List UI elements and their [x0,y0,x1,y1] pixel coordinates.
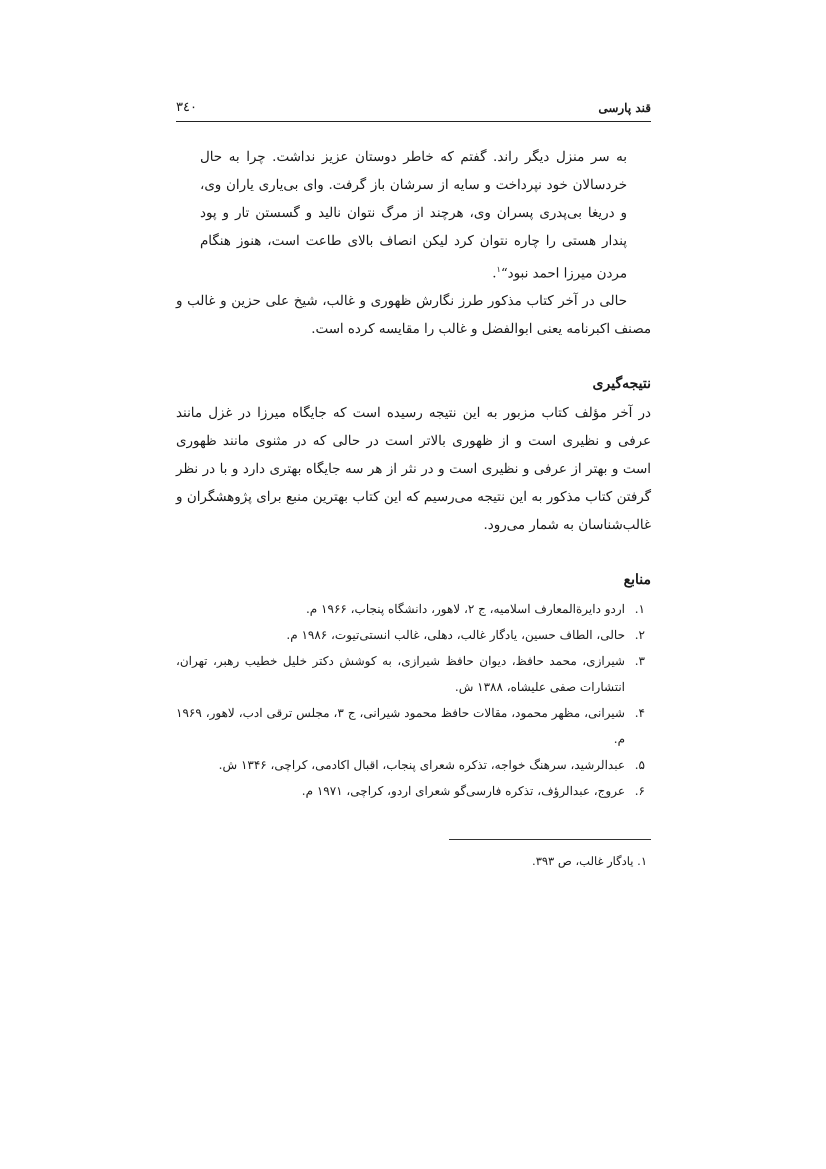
references-list [176,596,651,804]
reference-item [176,700,651,752]
footnote-text: یادگار غالب، ص ۳۹۳. [532,854,634,868]
reference-item [176,752,651,778]
page-number: ۳٤۰ [176,100,197,115]
footnote-number: ۱. [637,854,647,868]
running-header [176,100,651,122]
body-paragraph: حالی در آخر کتاب مذکور طرز نگارش ظهوری و غالب، شیخ علی حزین و غالب و مصنف اکبرنامه یعنی ابوالفضل و غالب را مقایسه کرده است. [176,294,651,338]
reference-number: ۵. [634,758,645,773]
footnote [176,852,651,870]
references-heading: منابع [623,572,651,589]
reference-number: ۳. [634,654,645,669]
reference-number: ۴. [634,706,645,721]
reference-number: ۶. [634,784,645,799]
conclusion-heading: نتیجه‌گیری [592,376,651,393]
footnote-marker[interactable]: ۱ [496,265,501,274]
journal-title: قند پارسی [598,101,651,115]
reference-text: شیرازی، محمد حافظ، دیوان حافظ شیرازی، به کوشش دکتر خلیل خطیب رهبر، تهران، انتشارات صفی علیشاه، ۱۳۸۸ ش. [176,654,625,695]
block-quote: به سر منزل دیگر راند. گفتم که خاطر دوستان عزیز نداشت. چرا به حال خردسالان خود نپرداخت و سایه از سرشان باز گرفت. وای بی‌یاری یاران وی، و دریغا بی‌پدری پسران وی، هرچند از مرگ نتوان نالید و گسستن تار و پود پندار هستی را چاره نتوان کرد لیکن انصاف بالای طاعت است، هنوز هنگام مردن میرزا احمد نبود“$^۱$. [200,150,627,282]
reference-text: شیرانی، مظهر محمود، مقالات حافظ محمود شیرانی، ج ۳، مجلس ترقی ادب، لاهور، ۱۹۶۹ م. [176,706,625,747]
conclusion-paragraph: در آخر مؤلف کتاب مزبور به این نتیجه رسیده است که جایگاه میرزا در غزل مانند عرفی و نظیری است و از ظهوری بالاتر است در حالی که در مثنوی مانند ظهوری است و بهتر از عرفی و نظیری است و در نثر از هر سه جایگاه بهتری دارد و با در نظر گرفتن کتاب مذکور به این نتیجه می‌رسیم که این کتاب بهترین منبع برای پژوهشگران و غالب‌شناسان به شمار می‌رود. [176,406,651,534]
reference-text: حالی، الطاف حسین، یادگار غالب، دهلی، غالب انستی‌تیوت، ۱۹۸۶ م. [286,628,625,643]
reference-text: عروج، عبدالرؤف، تذکره فارسی‌گو شعرای اردو، کراچی، ۱۹۷۱ م. [301,784,625,799]
reference-number: ۱. [634,602,645,617]
reference-item [176,622,651,648]
reference-item [176,596,651,622]
quote-text: به سر منزل دیگر راند. گفتم که خاطر دوستان عزیز نداشت. چرا به حال خردسالان خود نپرداخت و سایه از سرشان باز گرفت. وای بی‌یاری یاران وی، و دریغا بی‌پدری پسران وی، هرچند از مرگ نتوان نالید و گسستن تار و پود پندار هستی را چاره نتوان کرد لیکن انصاف بالای طاعت است، هنوز هنگام مردن میرزا احمد نبود“ [200,150,627,282]
paper-page [176,100,651,804]
reference-text: اردو دایرةالمعارف اسلامیه، ج ۲، لاهور، دانشگاه پنجاب، ۱۹۶۶ م. [305,602,625,617]
footnote-divider [449,839,651,840]
reference-number: ۲. [634,628,645,643]
reference-text: عبدالرشید، سرهنگ خواجه، تذکره شعرای پنجاب، اقبال اکادمی، کراچی، ۱۳۴۶ ش. [218,758,625,773]
reference-item [176,778,651,804]
reference-item [176,648,651,700]
